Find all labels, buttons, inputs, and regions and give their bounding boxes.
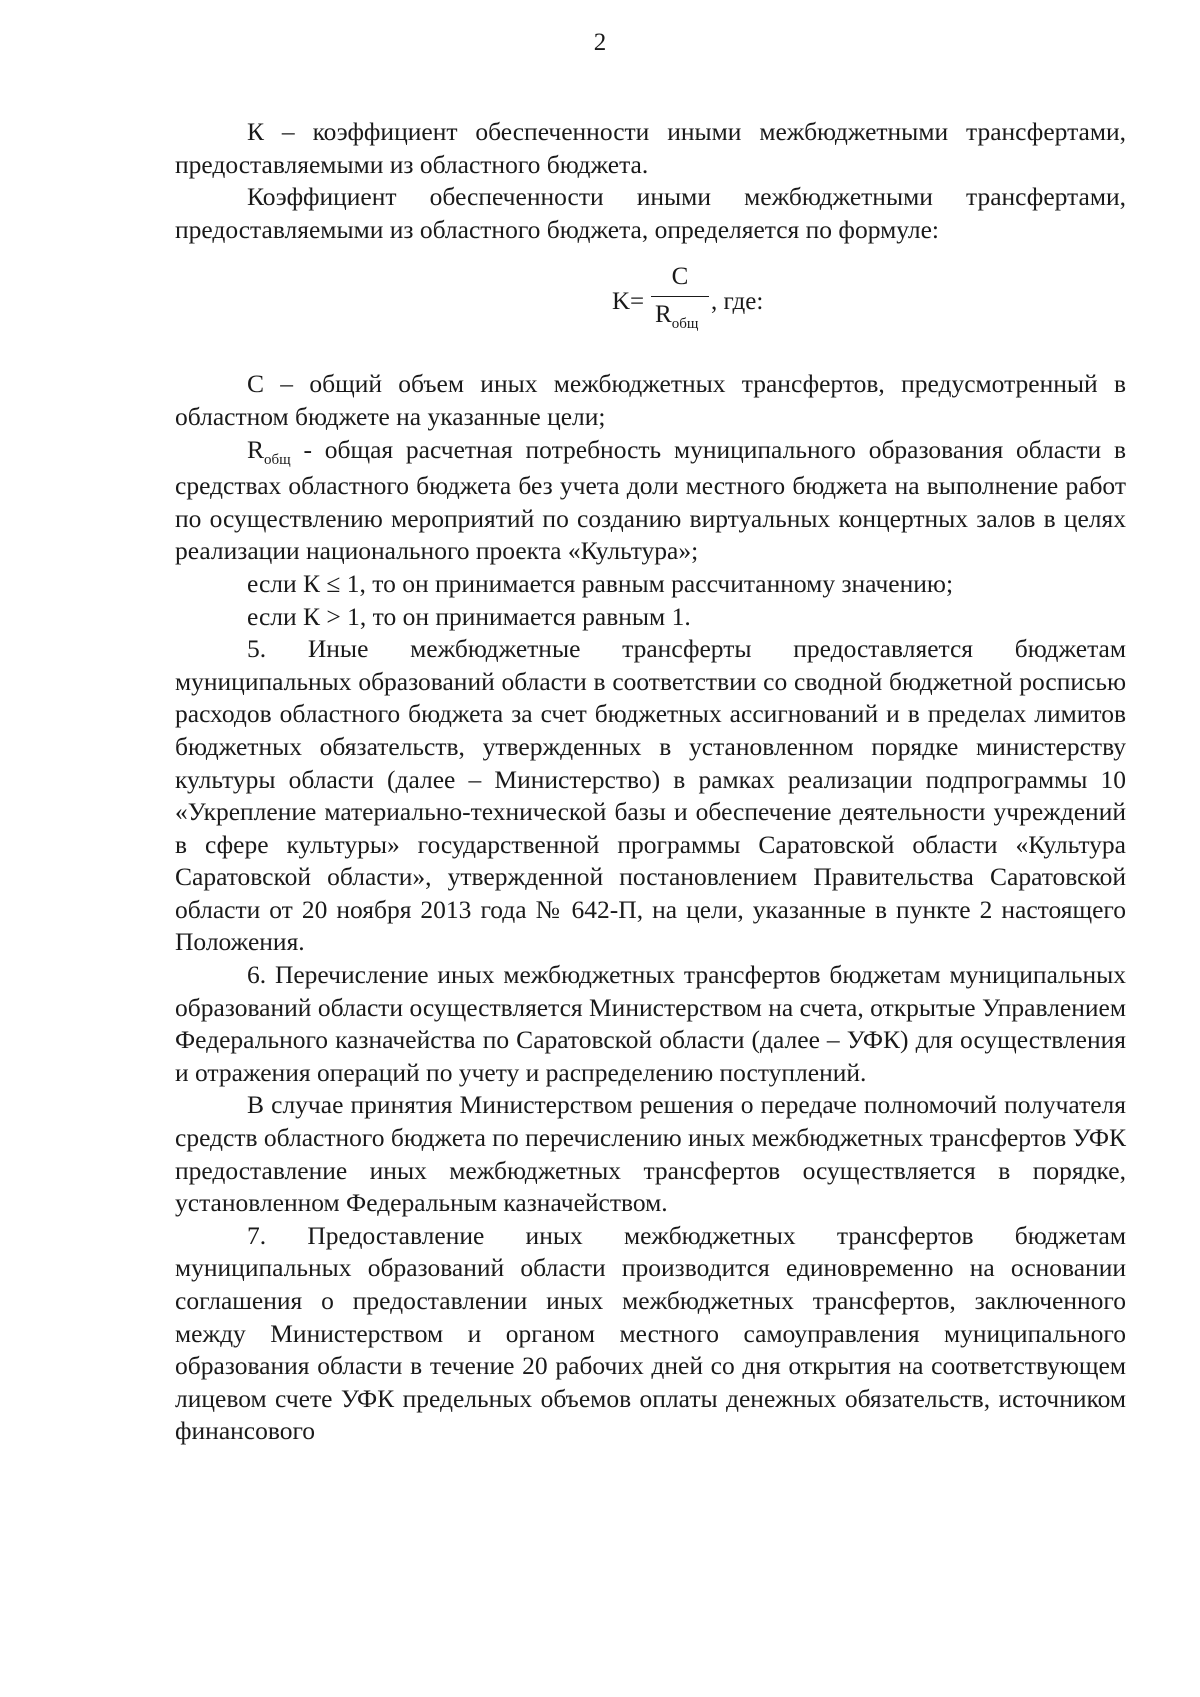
formula-denominator-sub: общ — [671, 316, 699, 333]
r-definition-text: - общая расчетная потребность муниципального образования области в средствах областного бюджета без учета доли местного бюджета на выполнение работ по осуществлению мероприятий по созданию виртуальных концертных залов в целях реализации национального проекта «Культура»; — [175, 434, 1126, 566]
formula-suffix: , где: — [711, 288, 764, 316]
paragraph-formula-intro: Коэффициент обеспеченности иными межбюджетными трансфертами, предоставляемыми из областного бюджета, определяется по формуле: — [175, 182, 1126, 244]
page-number: 2 — [593, 29, 607, 56]
formula-fraction — [651, 262, 709, 333]
document-body — [175, 116, 1126, 1448]
formula-lhs: K= — [612, 288, 645, 316]
paragraph-r-definition — [175, 434, 1126, 568]
paragraph-item-5: 5. Иные межбюджетные трансферты предоставляется бюджетам муниципальных образований области в соответствии со сводной бюджетной росписью расходов областного бюджета за счет бюджетных ассигнований и в пределах лимитов бюджетных обязательств, утвержденных в установленном порядке министерству культуры области (далее – Министерство) в рамках реализации подпрограммы 10 «Укрепление материально-технической базы и обеспечение деятельности учреждений в сфере культуры» государственной программы Саратовской области «Культура Саратовской области», утвержденной постановлением Правительства Саратовской области от 20 ноября 2013 года № 642-П, на цели, указанные в пункте 2 настоящего Положения. — [175, 634, 1126, 957]
formula-numerator: C — [671, 263, 689, 291]
formula-denominator — [651, 300, 709, 333]
paragraph-ufk-powers: В случае принятия Министерством решения о передаче полномочий получателя средств областного бюджета по перечислению иных межбюджетных трансфертов УФК предоставление иных межбюджетных трансфертов осуществляется в порядке, установленном Федеральным казначейством. — [175, 1090, 1126, 1218]
paragraph-item-6: 6. Перечисление иных межбюджетных трансфертов бюджетам муниципальных образований области осуществляется Министерством на счета, открытые Управлением Федерального казначейства по Саратовской области (далее – УФК) для осуществления и отражения операций по учету и распределению поступлений. — [175, 960, 1126, 1087]
paragraph-c-definition: С – общий объем иных межбюджетных трансфертов, предусмотренный в областном бюджете на указанные цели; — [175, 369, 1126, 431]
paragraph-item-7: 7. Предоставление иных межбюджетных трансфертов бюджетам муниципальных образований области производится единовременно на основании соглашения о предоставлении иных межбюджетных трансфертов, заключенного между Министерством и органом местного самоуправления муниципального образования области в течение 20 рабочих дней со дня открытия на соответствующем лицевом счете УФК предельных объемов оплаты денежных обязательств, источником финансового — [175, 1220, 1126, 1446]
r-term-sub: общ — [264, 451, 291, 468]
fraction-bar — [651, 296, 709, 297]
paragraph-k-definition: К – коэффициент обеспеченности иными межбюджетными трансфертами, предоставляемыми из областного бюджета. — [175, 117, 1126, 179]
formula-k — [175, 262, 1126, 350]
paragraph-k-gt-1: если К > 1, то он принимается равным 1. — [247, 601, 691, 631]
r-term-base: R — [247, 434, 265, 464]
paragraph-k-le-1: если К ≤ 1, то он принимается равным рассчитанному значению; — [247, 568, 954, 598]
formula-denominator-base: R — [655, 301, 672, 329]
